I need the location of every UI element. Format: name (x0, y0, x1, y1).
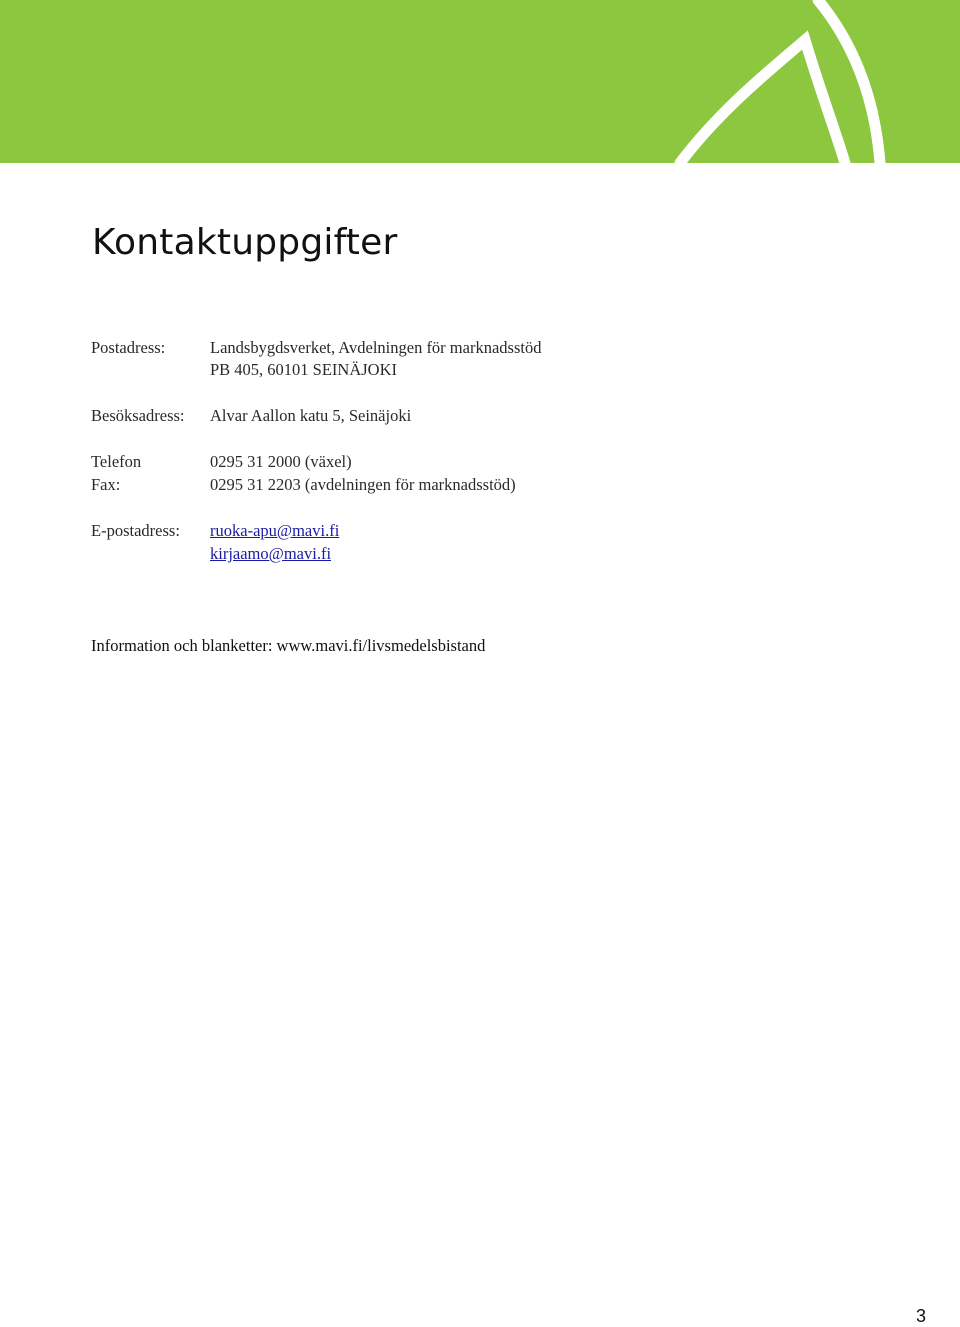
fax-label: Fax: (91, 475, 121, 494)
postal-address-label: Postadress: (91, 338, 166, 357)
page-number: 3 (916, 1306, 927, 1326)
email-label: E-postadress: (91, 521, 180, 540)
visiting-address-label: Besöksadress: (91, 406, 185, 425)
phone-label: Telefon (91, 452, 142, 471)
info-line: Information och blanketter: www.mavi.fi/livsmedelsbistand (91, 636, 486, 655)
leaf-graphic (0, 0, 960, 163)
visiting-address-value: Alvar Aallon katu 5, Seinäjoki (210, 406, 412, 425)
email-link-kirjaamo[interactable]: kirjaamo@mavi.fi (210, 544, 332, 563)
phone-value: 0295 31 2000 (växel) (210, 452, 352, 471)
email-link-ruoka-apu[interactable]: ruoka-apu@mavi.fi (210, 521, 340, 540)
postal-address-line1: Landsbygdsverket, Avdelningen för marknadsstöd (210, 338, 542, 357)
postal-address-line2: PB 405, 60101 SEINÄJOKI (210, 360, 398, 379)
header-banner (0, 0, 960, 163)
page-title: Kontaktuppgifter (92, 222, 398, 263)
fax-value: 0295 31 2203 (avdelningen för marknadsstöd) (210, 475, 516, 494)
